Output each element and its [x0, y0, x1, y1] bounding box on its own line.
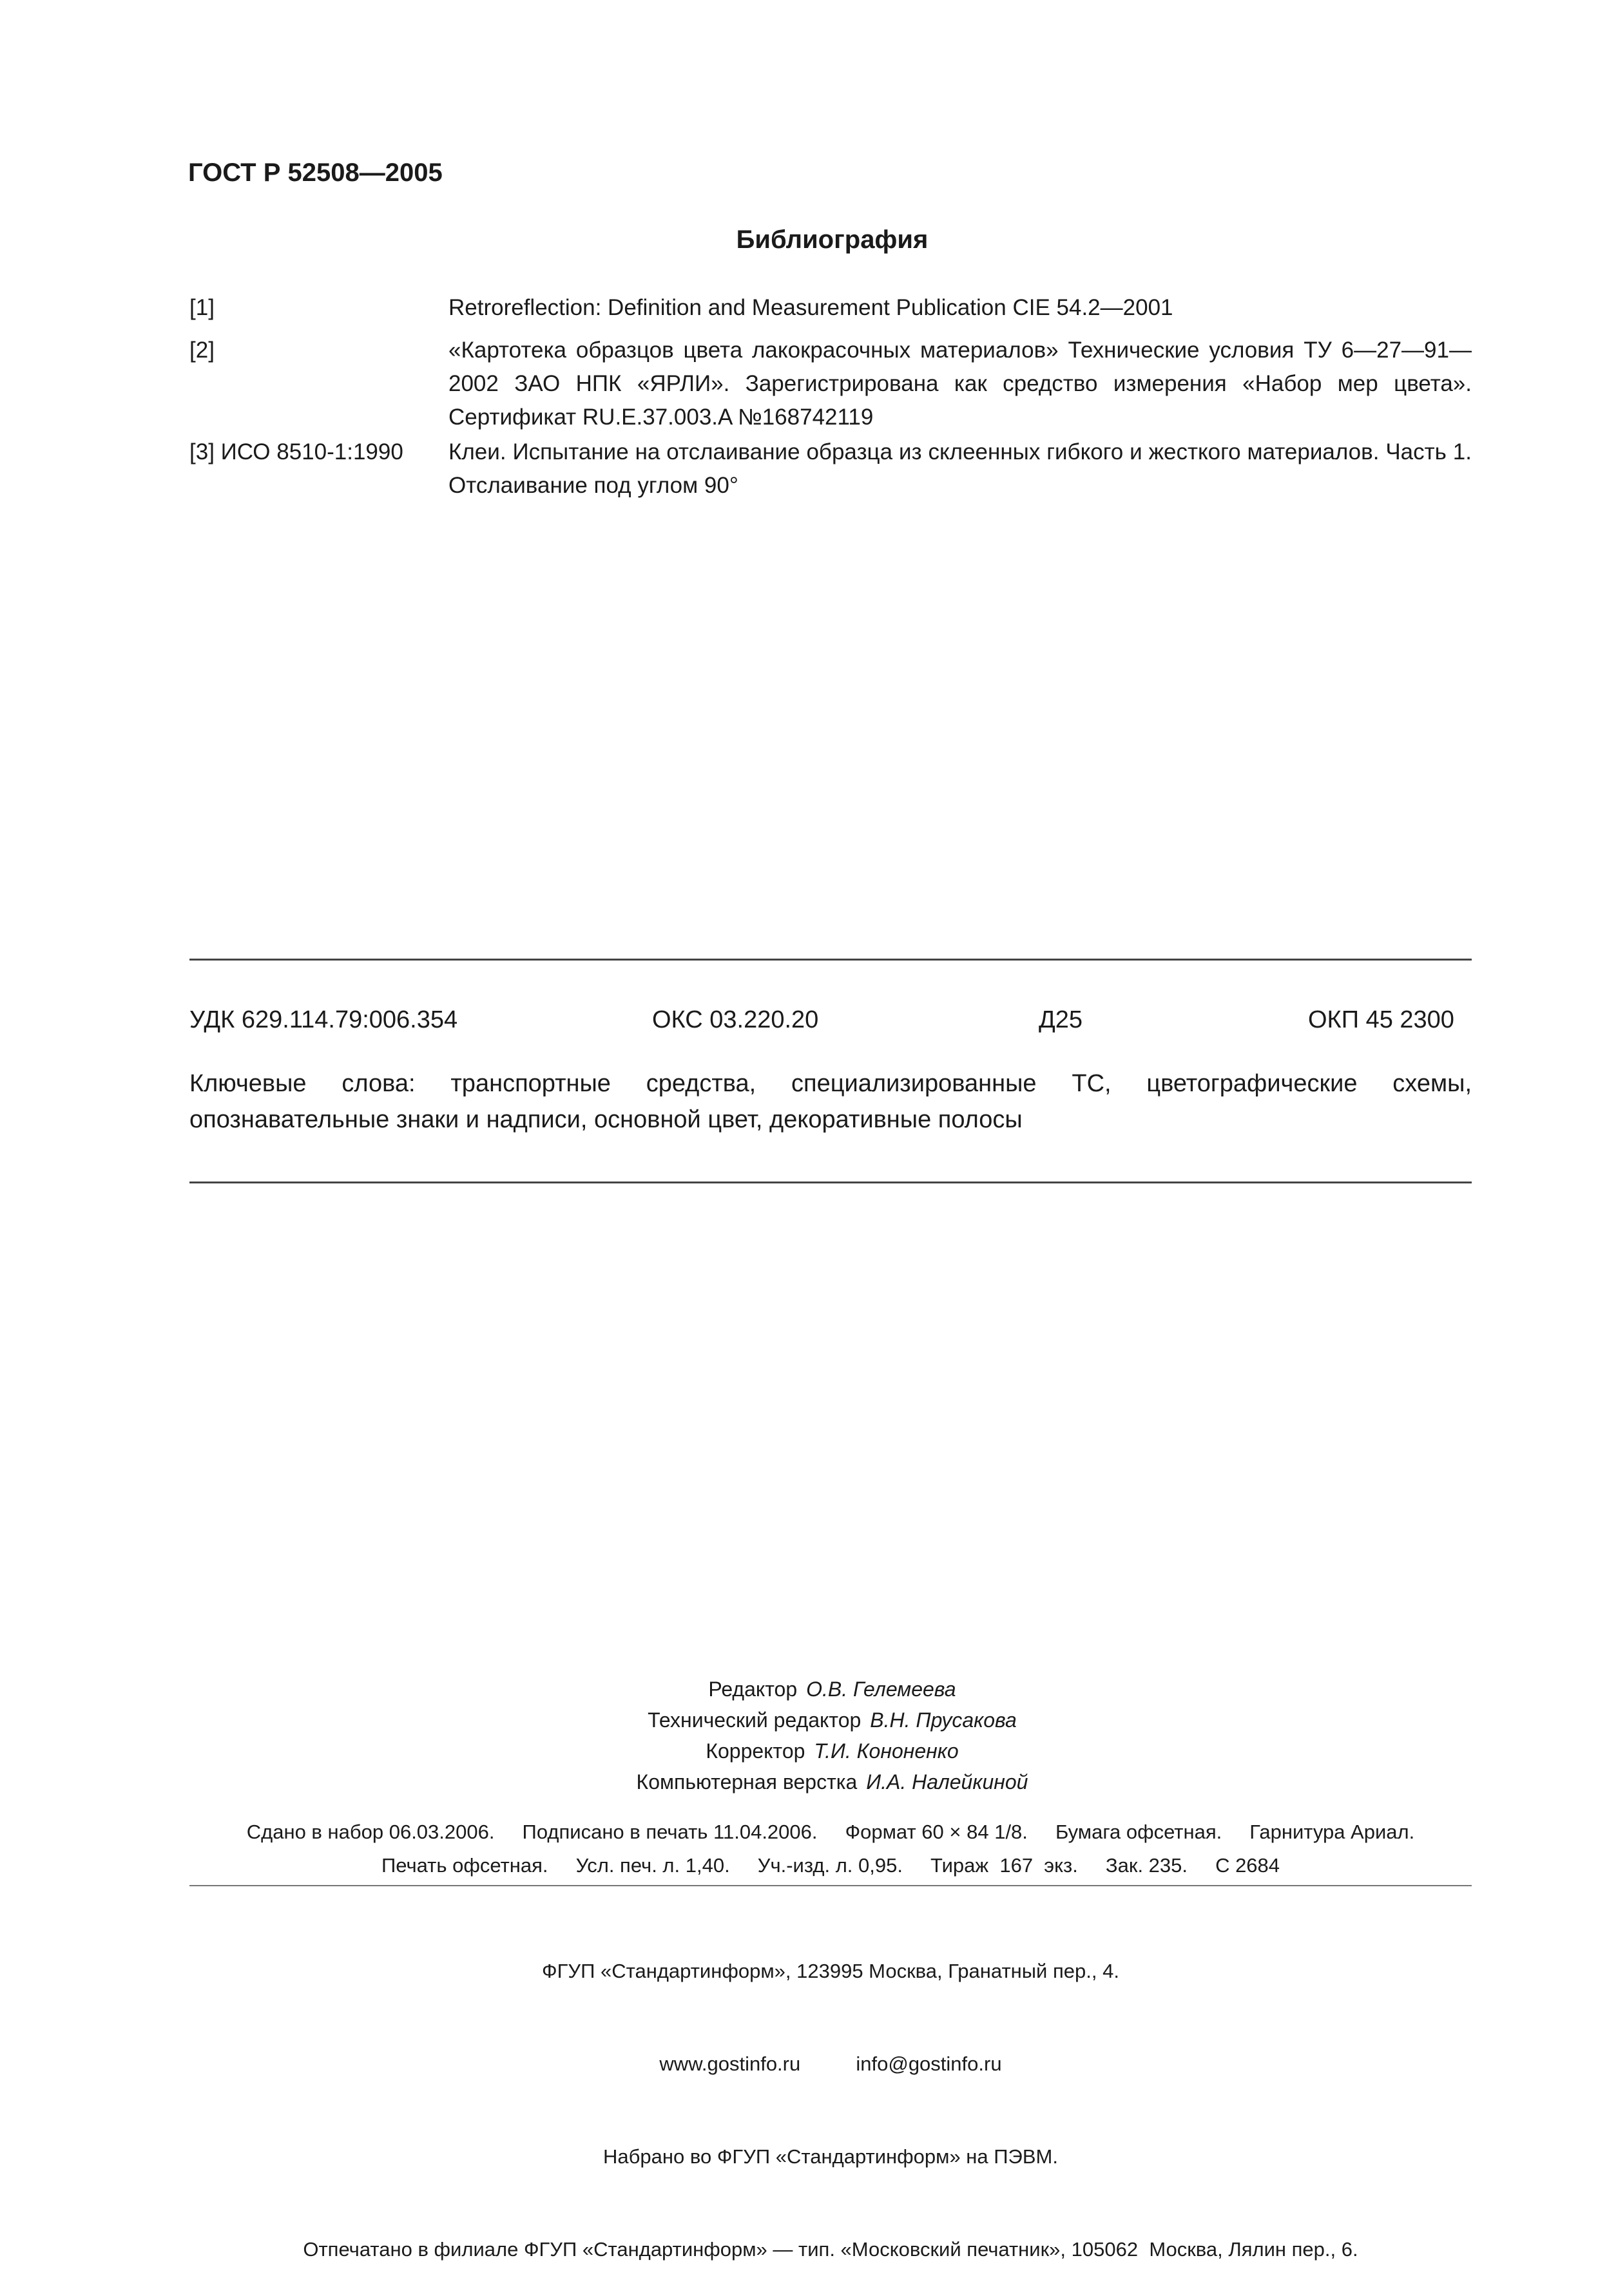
- credit-role: Компьютерная верстка: [636, 1770, 858, 1794]
- publisher-line: Отпечатано в филиале ФГУП «Стандартинформ» — тип. «Московский печатник», 105062 Москва, Лялин пер., 6.: [303, 2238, 1358, 2261]
- document-code: ГОСТ Р 52508—2005: [188, 158, 443, 187]
- ref-text: Retroreflection: Definition and Measurement Publication CIE 54.2—2001: [448, 295, 1173, 320]
- credit-role: Корректор: [706, 1739, 805, 1763]
- okp-code: ОКП 45 2300: [1308, 1006, 1454, 1033]
- credit-role: Редактор: [708, 1678, 798, 1701]
- ref-number: [1]: [189, 295, 215, 320]
- credit-name: О.В. Гелемеева: [806, 1678, 956, 1701]
- credit-role: Технический редактор: [648, 1708, 862, 1732]
- divider-keywords: [189, 1181, 1472, 1183]
- publisher-block: [189, 1894, 1472, 2296]
- publisher-web: www.gostinfo.ru info@gostinfo.ru: [659, 2052, 1002, 2075]
- ref-text: «Картотека образцов цвета лакокрасочных материалов» Технические условия ТУ 6—27—91—2002 ЗАО НПК «ЯРЛИ». Зарегистрирована как средство измерения «Набор мер цвета». Сертификат RU.E.37.003.A №168742119: [448, 338, 1472, 430]
- keywords: Ключевые слова: транспортные средства, специализированные ТС, цветографические схемы, опознавательные знаки и надписи, основной цвет, декоративные полосы: [189, 1070, 1472, 1133]
- credit-name: И.А. Налейкиной: [866, 1770, 1028, 1794]
- oks-code: ОКС 03.220.20: [652, 1006, 819, 1033]
- credit-line: [0, 1766, 1598, 1797]
- credit-line: [0, 1736, 1598, 1766]
- publisher-line: ФГУП «Стандартинформ», 123995 Москва, Гранатный пер., 4.: [542, 1960, 1119, 1982]
- ref-text: Клеи. Испытание на отслаивание образца из склеенных гибкого и жесткого материалов. Часть 1. Отслаивание под углом 90°: [448, 439, 1472, 498]
- imprint-line-1: Сдано в набор 06.03.2006. Подписано в печать 11.04.2006. Формат 60 × 84 1/8. Бумага офсетная. Гарнитура Ариал.: [246, 1821, 1415, 1843]
- ref-number: [2]: [189, 338, 215, 363]
- divider-top: [189, 959, 1472, 961]
- credit-line: [0, 1705, 1598, 1736]
- imprint-line-2: Печать офсетная. Усл. печ. л. 1,40. Уч.-изд. л. 0,95. Тираж 167 экз. Зак. 235. С 2684: [381, 1854, 1280, 1877]
- credit-line: [0, 1674, 1598, 1705]
- credit-name: В.Н. Прусакова: [870, 1708, 1017, 1732]
- d-code: Д25: [1039, 1006, 1083, 1033]
- publisher-line: Набрано во ФГУП «Стандартинформ» на ПЭВМ.: [603, 2145, 1058, 2168]
- divider-imprint: [189, 1885, 1472, 1886]
- ref-number: [3] ИСО 8510-1:1990: [189, 439, 403, 464]
- credit-name: Т.И. Кононенко: [814, 1739, 959, 1763]
- bibliography-title: Библиография: [736, 225, 929, 254]
- udk-code: УДК 629.114.79:006.354: [189, 1006, 458, 1033]
- credits-block: [0, 1674, 1598, 1797]
